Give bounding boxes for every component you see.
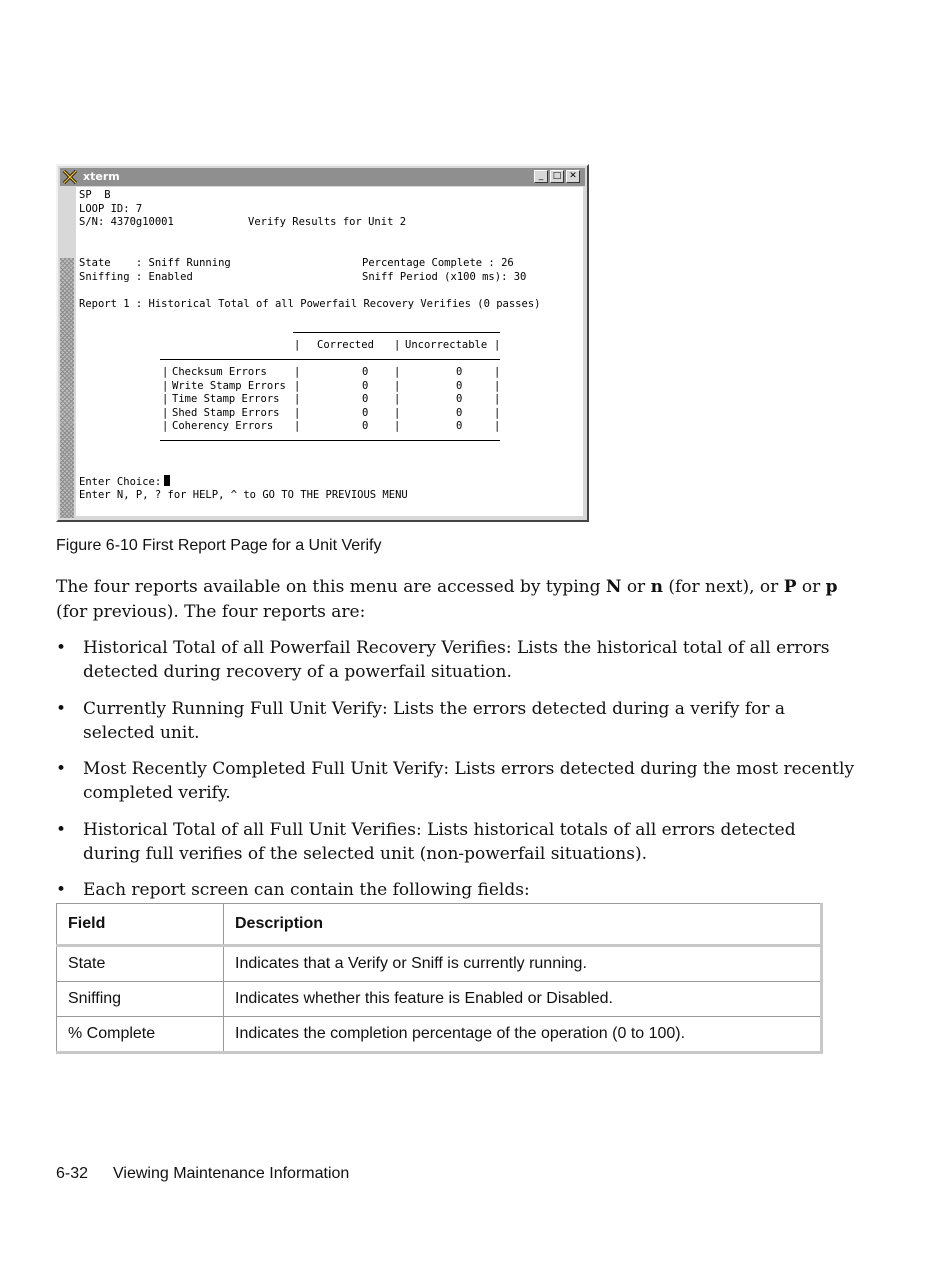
window-title: xterm xyxy=(83,170,120,183)
list-item: • Each report screen can contain the following fields: xyxy=(56,880,530,900)
bullet-icon: • xyxy=(56,638,67,658)
table-row xyxy=(57,1017,822,1053)
uncorrectable-header: Uncorrectable xyxy=(405,339,488,351)
row-label: Shed Stamp Errors xyxy=(172,406,280,419)
maximize-button[interactable] xyxy=(550,170,564,183)
results-row: | Write Stamp Errors | 0 | 0 | xyxy=(162,379,501,392)
uncorrectable-value: 0 xyxy=(456,406,463,419)
table-row xyxy=(57,982,822,1017)
chapter-title: Viewing Maintenance Information xyxy=(113,1165,350,1182)
report-title: Report 1 : Historical Total of all Powerfail Recovery Verifies (0 passes) xyxy=(79,298,541,310)
results-header-row xyxy=(76,339,583,353)
key-N: N xyxy=(605,577,622,597)
description-cell: Indicates that a Verify or Sniff is currently running. xyxy=(224,946,822,982)
field-cell: State xyxy=(57,946,224,982)
col-separator: | xyxy=(294,339,301,351)
corrected-value: 0 xyxy=(362,393,369,405)
page-footer xyxy=(56,1165,349,1183)
bullet-icon: • xyxy=(56,698,67,719)
list-item: • Most Recently Completed Full Unit Verify: Lists errors detected during the most recently completed verify. xyxy=(56,759,855,803)
list-item: • Historical Total of all Powerfail Recovery Verifies: Lists the historical total of all errors detected during recovery of a powerfail situation. xyxy=(56,638,830,682)
bullet-icon: • xyxy=(56,759,67,779)
enter-choice-prompt[interactable]: Enter Choice: xyxy=(79,475,170,490)
results-row: | Checksum Errors | 0 | 0 | xyxy=(162,366,501,378)
serial-number-line: S/N: 4370g10001 xyxy=(79,216,174,228)
list-item: • Currently Running Full Unit Verify: Lists the errors detected during a verify for a selected unit. xyxy=(56,698,786,743)
table-bottom-rule xyxy=(160,440,500,441)
col-separator: | xyxy=(394,339,401,351)
scrollbar[interactable] xyxy=(60,258,74,518)
results-row: | Coherency Errors | 0 | 0 | xyxy=(162,420,501,432)
corrected-value: 0 xyxy=(362,406,369,419)
uncorrectable-value: 0 xyxy=(456,420,463,432)
row-label: Checksum Errors xyxy=(172,366,267,378)
screen-title: Verify Results for Unit 2 xyxy=(248,216,407,228)
table-top-rule xyxy=(293,332,500,333)
header-rule xyxy=(160,359,500,360)
field-cell: Sniffing xyxy=(57,982,224,1017)
key-n: n xyxy=(650,577,663,597)
minimize-button[interactable] xyxy=(534,170,548,183)
corrected-value: 0 xyxy=(362,420,369,432)
close-button[interactable] xyxy=(566,170,580,183)
uncorrectable-value: 0 xyxy=(456,366,463,378)
percent-complete-line: Percentage Complete : 26 xyxy=(362,257,514,269)
key-p: p xyxy=(825,577,838,597)
report-list xyxy=(56,636,856,915)
uncorrectable-value: 0 xyxy=(456,393,463,405)
bullet-icon: • xyxy=(56,819,67,840)
uncorrectable-value: 0 xyxy=(456,379,463,392)
row-label: Coherency Errors xyxy=(172,420,274,432)
sniff-period-line: Sniff Period (x100 ms): 30 xyxy=(362,270,527,283)
xterm-window xyxy=(56,164,589,522)
field-header: Field xyxy=(57,904,224,946)
row-label: Time Stamp Errors xyxy=(172,393,280,405)
figure-caption: Figure 6-10 First Report Page for a Unit Verify xyxy=(56,537,382,554)
page-number: 6-32 xyxy=(56,1165,89,1182)
state-line: State : Sniff Running xyxy=(79,257,231,269)
bullet-icon: • xyxy=(56,880,67,900)
sniffing-line: Sniffing : Enabled xyxy=(79,270,193,283)
intro-paragraph: The four reports available on this menu are accessed by typing N or n (for next), or P or p (for previous). The four reports are: xyxy=(56,577,838,622)
results-row: | Shed Stamp Errors | 0 | 0 | xyxy=(162,406,501,419)
sp-line: SP B xyxy=(79,189,111,201)
corrected-value: 0 xyxy=(362,379,369,392)
loop-id-line: LOOP ID: 7 xyxy=(79,202,143,215)
minimize-icon: _ xyxy=(538,171,544,181)
row-label: Write Stamp Errors xyxy=(172,379,286,392)
maximize-icon: □ xyxy=(552,171,562,181)
list-item: • Historical Total of all Full Unit Verifies: Lists historical totals of all errors detected during full verifies of the selected unit (non-powerfail situations). xyxy=(56,819,796,864)
results-row: | Time Stamp Errors | 0 | 0 | xyxy=(162,393,501,405)
corrected-value: 0 xyxy=(362,366,369,378)
col-separator: | xyxy=(494,339,501,351)
description-cell: Indicates the completion percentage of the operation (0 to 100). xyxy=(224,1017,822,1053)
close-icon: ✕ xyxy=(569,171,577,181)
field-cell: % Complete xyxy=(57,1017,224,1053)
help-line: Enter N, P, ? for HELP, ^ to GO TO THE PREVIOUS MENU xyxy=(79,488,408,501)
xterm-titlebar[interactable] xyxy=(60,168,585,186)
fields-table xyxy=(56,903,823,1054)
table-row xyxy=(57,946,822,982)
description-cell: Indicates whether this feature is Enabled or Disabled. xyxy=(224,982,822,1017)
corrected-header: Corrected xyxy=(317,339,374,351)
description-header: Description xyxy=(224,904,822,946)
key-P: P xyxy=(783,577,797,597)
table-header-row xyxy=(57,904,822,946)
xterm-x-icon xyxy=(62,169,80,185)
text-cursor xyxy=(164,475,170,486)
terminal-screen[interactable] xyxy=(76,187,583,516)
